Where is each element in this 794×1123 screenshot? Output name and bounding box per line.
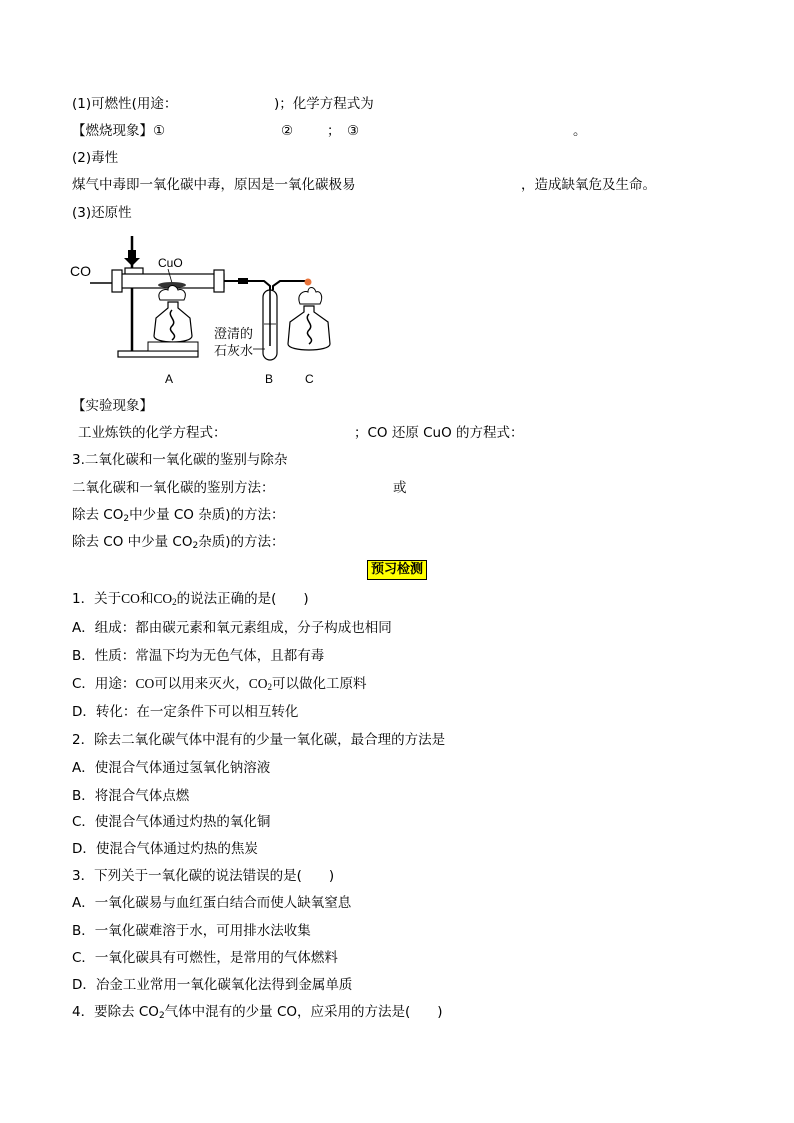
question-2-option-c: C．使混合气体通过灼热的氧化铜 — [72, 814, 271, 830]
toxicity-line — [72, 176, 356, 194]
question-3: 3．下列关于一氧化碳的说法错误的是( ) — [72, 868, 335, 884]
label-a: A — [165, 372, 174, 386]
tube-stopper-left — [112, 270, 122, 292]
burner-a-stand — [148, 342, 198, 351]
clamp-arrow — [124, 250, 140, 266]
question-3-option-d: D．冶金工业常用一氧化碳氧化法得到金属单质 — [72, 977, 353, 993]
question-3-option-b: B．一氧化碳难溶于水，可用排水法收集 — [72, 923, 311, 939]
question-2-option-a: A．使混合气体通过氢氧化钠溶液 — [72, 760, 271, 776]
co-label: CO — [70, 263, 91, 279]
question-1-option-d: D．转化：在一定条件下可以相互转化 — [72, 704, 299, 720]
question-1-option-c: C．用途：CO可以用来灭火，$CO_2$可以做化工原料 — [72, 676, 367, 692]
stand-base — [118, 351, 198, 357]
remove-co2-from-co: 除去 CO 中少量 $CO_2$杂质)的方法： — [72, 534, 285, 551]
label-c: C — [305, 372, 314, 386]
phenomena-mark-2: ② — [281, 123, 294, 139]
experiment-phenomena-label: 【实验现象】 — [72, 398, 153, 414]
cuo-label: CuO — [158, 256, 183, 270]
limewater-label-2: 石灰水 — [214, 343, 254, 358]
phenomena-label: 【燃烧现象】① — [72, 123, 166, 139]
label-b: B — [265, 372, 274, 386]
limewater-label-1: 澄清的 — [214, 326, 254, 341]
delivery-tube-bc — [273, 281, 306, 290]
co-cuo-equation-label: ；CO 还原 CuO 的方程式： — [354, 425, 524, 441]
tube-connector — [238, 278, 248, 284]
preview-check-badge: 预习检测 — [367, 560, 427, 580]
combustibility-line — [72, 95, 374, 113]
question-1: 1．关于CO和$CO_2$的说法正确的是( ) — [72, 591, 309, 607]
question-4: 4．要除去 $CO_2$气体中混有的少量 CO，应采用的方法是( ) — [72, 1004, 443, 1021]
identification-method-label: 二氧化碳和一氧化碳的鉴别方法： — [72, 480, 275, 496]
identification-or: 或 — [393, 480, 407, 496]
identification-heading: 3.二氧化碳和一氧化碳的鉴别与除杂 — [72, 452, 288, 468]
question-1-option-a: A．组成：都由碳元素和氧元素组成，分子构成也相同 — [72, 620, 392, 636]
question-2-option-d: D．使混合气体通过灼热的焦炭 — [72, 841, 258, 857]
remove-co-from-co2: 除去 $CO_2$中少量 CO 杂质)的方法： — [72, 507, 285, 524]
question-2: 2．除去二氧化碳气体中混有的少量一氧化碳，最合理的方法是 — [72, 732, 446, 748]
phenomena-separator: ； — [327, 123, 341, 139]
reducibility-heading: (3)还原性 — [72, 205, 132, 221]
question-3-option-a: A．一氧化碳易与血红蛋白结合而使人缺氧窒息 — [72, 895, 352, 911]
equation-label: )；化学方程式为 — [273, 96, 374, 112]
question-2-option-b: B．将混合气体点燃 — [72, 788, 190, 804]
flame-tip-c — [305, 279, 312, 286]
phenomena-mark-3: ③ — [347, 123, 360, 139]
phenomena-period: 。 — [573, 123, 587, 139]
toxicity-text: 煤气中毒即一氧化碳中毒，原因是一氧化碳极易 — [72, 177, 356, 193]
toxicity-text-end: ，造成缺氧危及生命。 — [521, 177, 656, 193]
flame-c — [299, 288, 322, 305]
iron-smelting-label: 工业炼铁的化学方程式： — [78, 425, 227, 441]
toxicity-heading: (2)毒性 — [72, 150, 119, 166]
combustibility-label: (1)可燃性(用途： — [72, 96, 178, 112]
combustion-phenomena-line — [72, 122, 165, 140]
co-reduction-apparatus — [68, 228, 338, 390]
question-1-option-b: B．性质：常温下均为无色气体，且都有毒 — [72, 648, 325, 664]
tube-stopper-right — [214, 270, 224, 292]
question-3-option-c: C．一氧化碳具有可燃性，是常用的气体燃料 — [72, 950, 338, 966]
